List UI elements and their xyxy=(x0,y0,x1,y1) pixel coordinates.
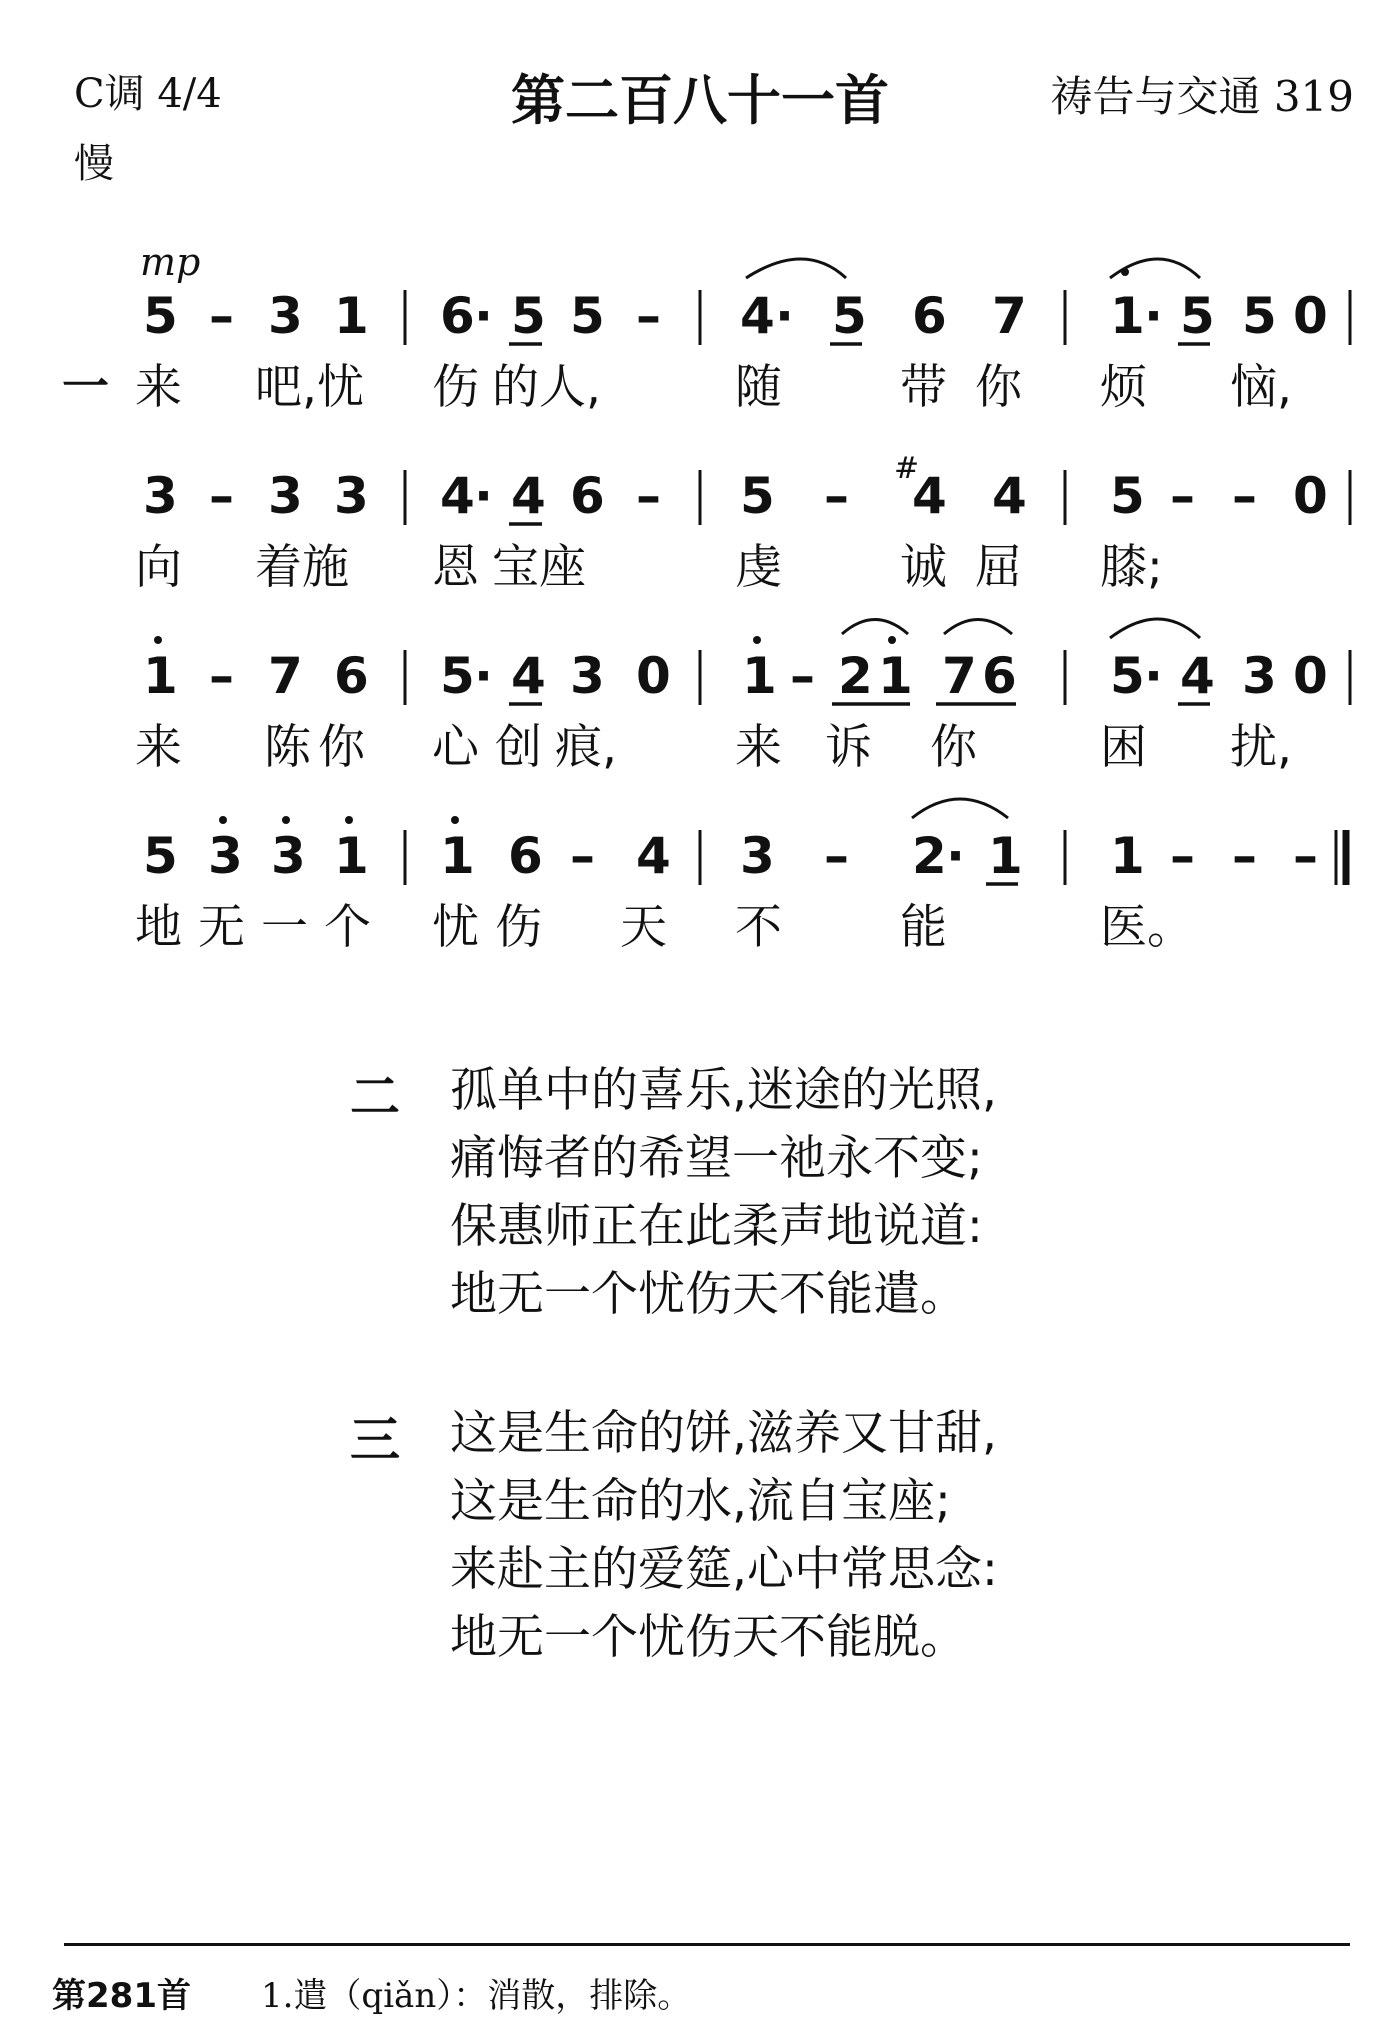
lyric: 膝; xyxy=(1100,540,1163,595)
note: 5 xyxy=(143,827,178,885)
verse-line: 孤单中的喜乐,迷途的光照, xyxy=(450,1063,997,1118)
note: 6 xyxy=(982,647,1017,705)
verse-line: 地无一个忧伤天不能脱。 xyxy=(450,1610,967,1665)
score-line-4 xyxy=(135,799,1346,955)
lyric: 向 xyxy=(135,540,182,595)
high-octave-dot xyxy=(753,636,761,644)
high-octave-dot xyxy=(345,816,353,824)
note: 5 xyxy=(440,647,475,705)
lyric: 伤 xyxy=(495,900,542,955)
lyric: 随 xyxy=(735,360,782,415)
dot: · xyxy=(775,287,794,345)
note: 1 xyxy=(878,647,913,705)
note: 4 xyxy=(992,467,1027,525)
sharp-sign: # xyxy=(894,451,920,486)
dot: · xyxy=(474,647,493,705)
high-octave-dot xyxy=(888,636,896,644)
key-time-signature: C调 4/4 xyxy=(74,71,222,117)
slur xyxy=(912,799,1008,818)
note: 5 xyxy=(740,467,775,525)
note: 3 xyxy=(143,467,178,525)
note: 6 xyxy=(334,647,369,705)
slur xyxy=(842,620,908,635)
verse-number: 二 xyxy=(350,1068,400,1126)
verse-line: 保惠师正在此柔声地说道: xyxy=(450,1199,983,1254)
dot: · xyxy=(946,827,965,885)
slur xyxy=(746,259,846,278)
lyric: 医。 xyxy=(1100,900,1194,955)
note: 0 xyxy=(1293,287,1328,345)
slur xyxy=(944,620,1012,635)
note: 3 xyxy=(740,827,775,885)
note: 6 xyxy=(912,287,947,345)
note: 4 xyxy=(511,647,546,705)
note: 3 xyxy=(271,827,306,885)
lyric: 能 xyxy=(900,900,947,955)
lyric: 伤 xyxy=(432,360,479,415)
note: 5 xyxy=(1242,287,1277,345)
verse-line: 地无一个忧伤天不能遣。 xyxy=(450,1267,967,1322)
verse-line: 来赴主的爱筵,心中常思念: xyxy=(450,1542,998,1597)
lyric: 心 xyxy=(432,720,479,775)
note: 2 xyxy=(838,647,873,705)
lyric: 忧 xyxy=(432,900,479,955)
high-octave-dot xyxy=(154,636,162,644)
tempo-marking: 慢 xyxy=(74,141,114,187)
note: – xyxy=(824,827,849,885)
note: – xyxy=(209,287,234,345)
slur xyxy=(1110,619,1200,638)
high-octave-dot xyxy=(451,816,459,824)
footnote-divider xyxy=(64,1943,1350,1946)
lyric: 一 xyxy=(261,900,308,955)
note: 5 xyxy=(1110,467,1145,525)
note: 7 xyxy=(992,287,1027,345)
lyric: 你 xyxy=(975,360,1022,415)
note: 6 xyxy=(570,467,605,525)
verse-lines xyxy=(450,1400,998,1672)
lyric: 恼, xyxy=(1230,360,1292,415)
note: 1 xyxy=(440,827,475,885)
numbered-score xyxy=(0,0,1400,1000)
lyric: 无 xyxy=(198,900,245,955)
note: 7 xyxy=(942,647,977,705)
note: 3 xyxy=(334,467,369,525)
verse-line: 这是生命的饼,滋养又甘甜, xyxy=(450,1406,997,1461)
note: 1 xyxy=(1110,827,1145,885)
note: 3 xyxy=(570,647,605,705)
score-line-1 xyxy=(62,259,1350,415)
note: 4 xyxy=(636,827,671,885)
note: – xyxy=(636,287,661,345)
lyric: 来 xyxy=(735,720,782,775)
note: 1 xyxy=(988,827,1023,885)
lyric: 个 xyxy=(324,900,371,955)
note: – xyxy=(209,467,234,525)
lyric: 创 xyxy=(495,720,542,775)
lyric: 宝座 xyxy=(492,540,586,595)
lyric: 吧,忧 xyxy=(255,360,364,415)
note: 5 xyxy=(832,287,867,345)
note: 5 xyxy=(1180,287,1215,345)
lyric: 带 xyxy=(900,360,947,415)
verse-number: 三 xyxy=(350,1411,400,1469)
dot: · xyxy=(474,287,493,345)
note: 3 xyxy=(208,827,243,885)
note: – xyxy=(824,467,849,525)
note: 4 xyxy=(912,467,947,525)
lyric: 天 xyxy=(620,900,667,955)
note: – xyxy=(1170,827,1195,885)
note: 4 xyxy=(740,287,775,345)
lyric: 虔 xyxy=(735,540,782,595)
dynamic-marking: mp xyxy=(140,240,201,284)
note: 3 xyxy=(268,467,303,525)
footnote-text: 1.遣（qiǎn）：消散，排除。 xyxy=(260,1976,692,2016)
lyric: 着施 xyxy=(255,540,349,595)
lyric: 困 xyxy=(1100,720,1147,775)
note: – xyxy=(1232,827,1257,885)
score-line-3 xyxy=(135,619,1350,775)
note: 1 xyxy=(742,647,777,705)
high-octave-dot xyxy=(219,816,227,824)
dot: · xyxy=(1144,647,1163,705)
lyric: 诉 xyxy=(825,720,872,775)
note: 7 xyxy=(268,647,303,705)
note: – xyxy=(1232,467,1257,525)
dot: · xyxy=(1144,287,1163,345)
note: 5 xyxy=(570,287,605,345)
high-octave-dot xyxy=(282,816,290,824)
lyric: 扰, xyxy=(1230,720,1292,775)
verse-line: 这是生命的水,流自宝座; xyxy=(450,1474,951,1529)
footnote xyxy=(52,1968,691,2017)
note: 6 xyxy=(440,287,475,345)
verse-lines xyxy=(450,1057,997,1329)
note: 3 xyxy=(268,287,303,345)
lyric: 的人, xyxy=(492,360,601,415)
lyric: 来 xyxy=(135,720,182,775)
note: 3 xyxy=(1242,647,1277,705)
high-octave-dot xyxy=(1121,268,1129,276)
note: – xyxy=(570,827,595,885)
lyric: 痕, xyxy=(555,720,617,775)
lyric: 来 xyxy=(135,360,182,415)
hymn-title: 第二百八十一首 xyxy=(511,69,889,132)
note: 1 xyxy=(143,647,178,705)
note: 5 xyxy=(143,287,178,345)
note: 5 xyxy=(1110,647,1145,705)
note: 0 xyxy=(636,647,671,705)
note: 4 xyxy=(1180,647,1215,705)
score-line-2 xyxy=(135,451,1350,595)
lyric: 烦 xyxy=(1100,360,1147,415)
lyric: 诚 xyxy=(900,540,947,595)
lyric: 地 xyxy=(135,900,182,955)
lyric: 你 xyxy=(318,720,365,775)
lyric: 恩 xyxy=(432,540,479,595)
lyric: 陈 xyxy=(264,720,311,775)
note: 2 xyxy=(912,827,947,885)
note: 4 xyxy=(511,467,546,525)
note: – xyxy=(1170,467,1195,525)
note: 1 xyxy=(1110,287,1145,345)
note: 4 xyxy=(440,467,475,525)
verse-number: 一 xyxy=(62,360,109,415)
note: – xyxy=(209,647,234,705)
note: 1 xyxy=(334,827,369,885)
dot: · xyxy=(474,467,493,525)
note: 0 xyxy=(1293,467,1328,525)
note: – xyxy=(1293,827,1318,885)
category-page-label: 祷告与交通 319 xyxy=(1050,72,1354,121)
lyric: 你 xyxy=(930,720,977,775)
note: 1 xyxy=(334,287,369,345)
note: 5 xyxy=(511,287,546,345)
verse-line: 痛悔者的希望一祂永不变; xyxy=(450,1131,983,1186)
note: – xyxy=(790,647,815,705)
note: 0 xyxy=(1293,647,1328,705)
note: – xyxy=(636,467,661,525)
lyric: 屈 xyxy=(975,540,1022,595)
lyric: 不 xyxy=(735,900,782,955)
footnote-hymn-number: 第281首 xyxy=(52,1976,191,2016)
note: 6 xyxy=(508,827,543,885)
